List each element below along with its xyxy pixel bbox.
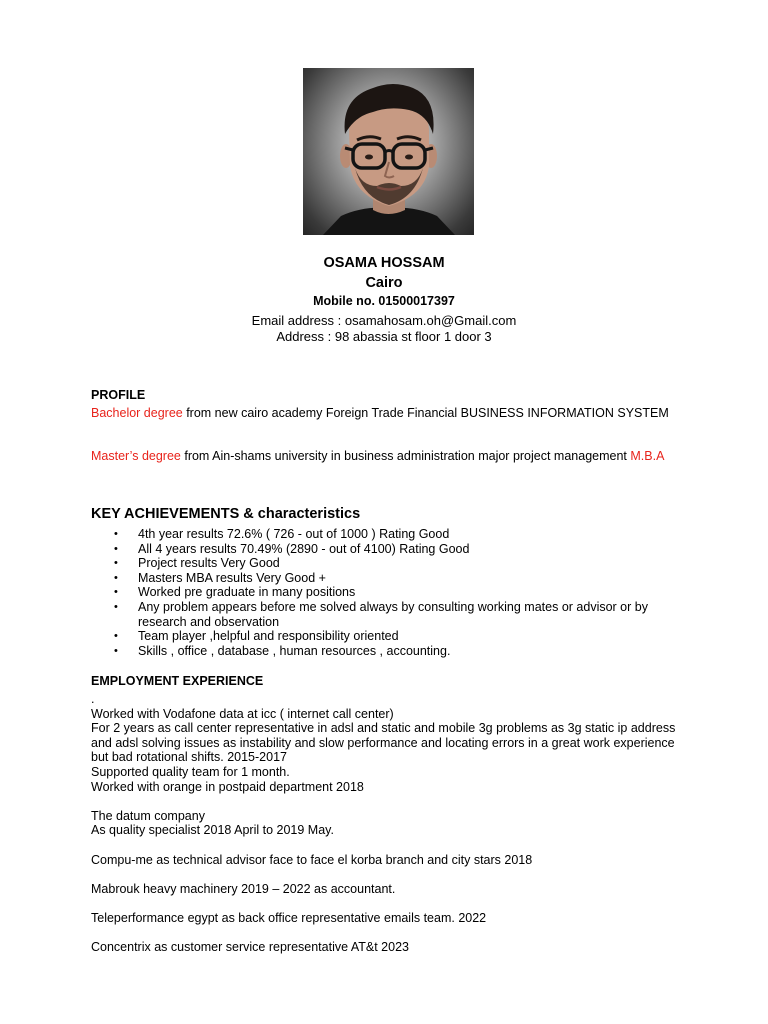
bullet-icon: • [114, 644, 118, 657]
quality-entry: Supported quality team for 1 month. [91, 764, 290, 779]
mabrouk-entry: Mabrouk heavy machinery 2019 – 2022 as accountant. [91, 881, 396, 896]
bullet-icon: • [114, 586, 118, 599]
master-degree-label: Master’s degree [91, 449, 181, 463]
candidate-name: OSAMA HOSSAM [323, 255, 445, 271]
datum-company: The datum company [91, 808, 205, 823]
master-degree-suffix: M.B.A [630, 449, 665, 463]
profile-heading: PROFILE [91, 388, 146, 402]
list-item: • Skills , office , database , human resources , accounting. [114, 643, 451, 658]
master-degree-text: from Ain-shams university in business administration major project management [180, 449, 631, 463]
list-item: • Worked pre graduate in many positions [114, 585, 356, 600]
bachelor-degree-label: Bachelor degree [91, 406, 183, 420]
list-item: • All 4 years results 70.49% (2890 - out of 4100) Rating Good [114, 541, 470, 556]
mobile-number: Mobile no. 01500017397 [313, 294, 455, 308]
postal-address: Address : 98 abassia st floor 1 door 3 [276, 329, 492, 344]
list-item: • 4th year results 72.6% ( 726 - out of 1000 ) Rating Good [114, 527, 450, 541]
achievements-heading: KEY ACHIEVEMENTS & characteristics [91, 506, 361, 522]
employment-heading: EMPLOYMENT EXPERIENCE [91, 674, 264, 688]
vodafone-detail: For 2 years as call center representative in adsl and static and mobile 3g problems as 3g static ip address and adsl solving issues as instability and slow performance and locating errors in a great work experience but bad rotational shifts. 2015-2017 [91, 721, 676, 765]
list-item: • Masters MBA results Very Good + [114, 570, 326, 585]
master-paragraph [91, 449, 676, 463]
bullet-icon: • [114, 571, 118, 584]
employment-dot: . [91, 692, 95, 706]
profile-photo [303, 68, 474, 235]
achievements-list [91, 527, 676, 658]
bullet-icon: • [114, 630, 118, 643]
bullet-icon: • [114, 542, 118, 555]
teleperformance-entry: Teleperformance egypt as back office representative emails team. 2022 [91, 910, 487, 925]
compume-entry: Compu-me as technical advisor face to face el korba branch and city stars 2018 [91, 852, 533, 867]
list-item: • Team player ,helpful and responsibility oriented [114, 629, 399, 644]
vodafone-entry: Worked with Vodafone data at icc ( internet call center) [91, 706, 394, 721]
bullet-icon: • [114, 557, 118, 570]
bullet-icon: • [114, 600, 118, 613]
employment-details [91, 692, 676, 955]
concentrix-entry: Concentrix as customer service representative AT&t 2023 [91, 940, 409, 955]
list-item: • Any problem appears before me solved always by consulting working mates or advisor or by research and observation [114, 599, 648, 629]
email-address: Email address : osamahosam.oh@Gmail.com [251, 313, 517, 328]
bullet-icon: • [114, 528, 118, 540]
datum-role: As quality specialist 2018 April to 2019 May. [91, 823, 334, 838]
bachelor-degree-text: from new cairo academy Foreign Trade Financial BUSINESS INFORMATION SYSTEM [182, 406, 669, 420]
list-item: • Project results Very Good [114, 556, 280, 571]
portrait-illustration [303, 68, 474, 235]
candidate-city: Cairo [365, 275, 403, 291]
orange-entry: Worked with orange in postpaid department 2018 [91, 779, 364, 794]
bachelor-paragraph [91, 406, 676, 420]
